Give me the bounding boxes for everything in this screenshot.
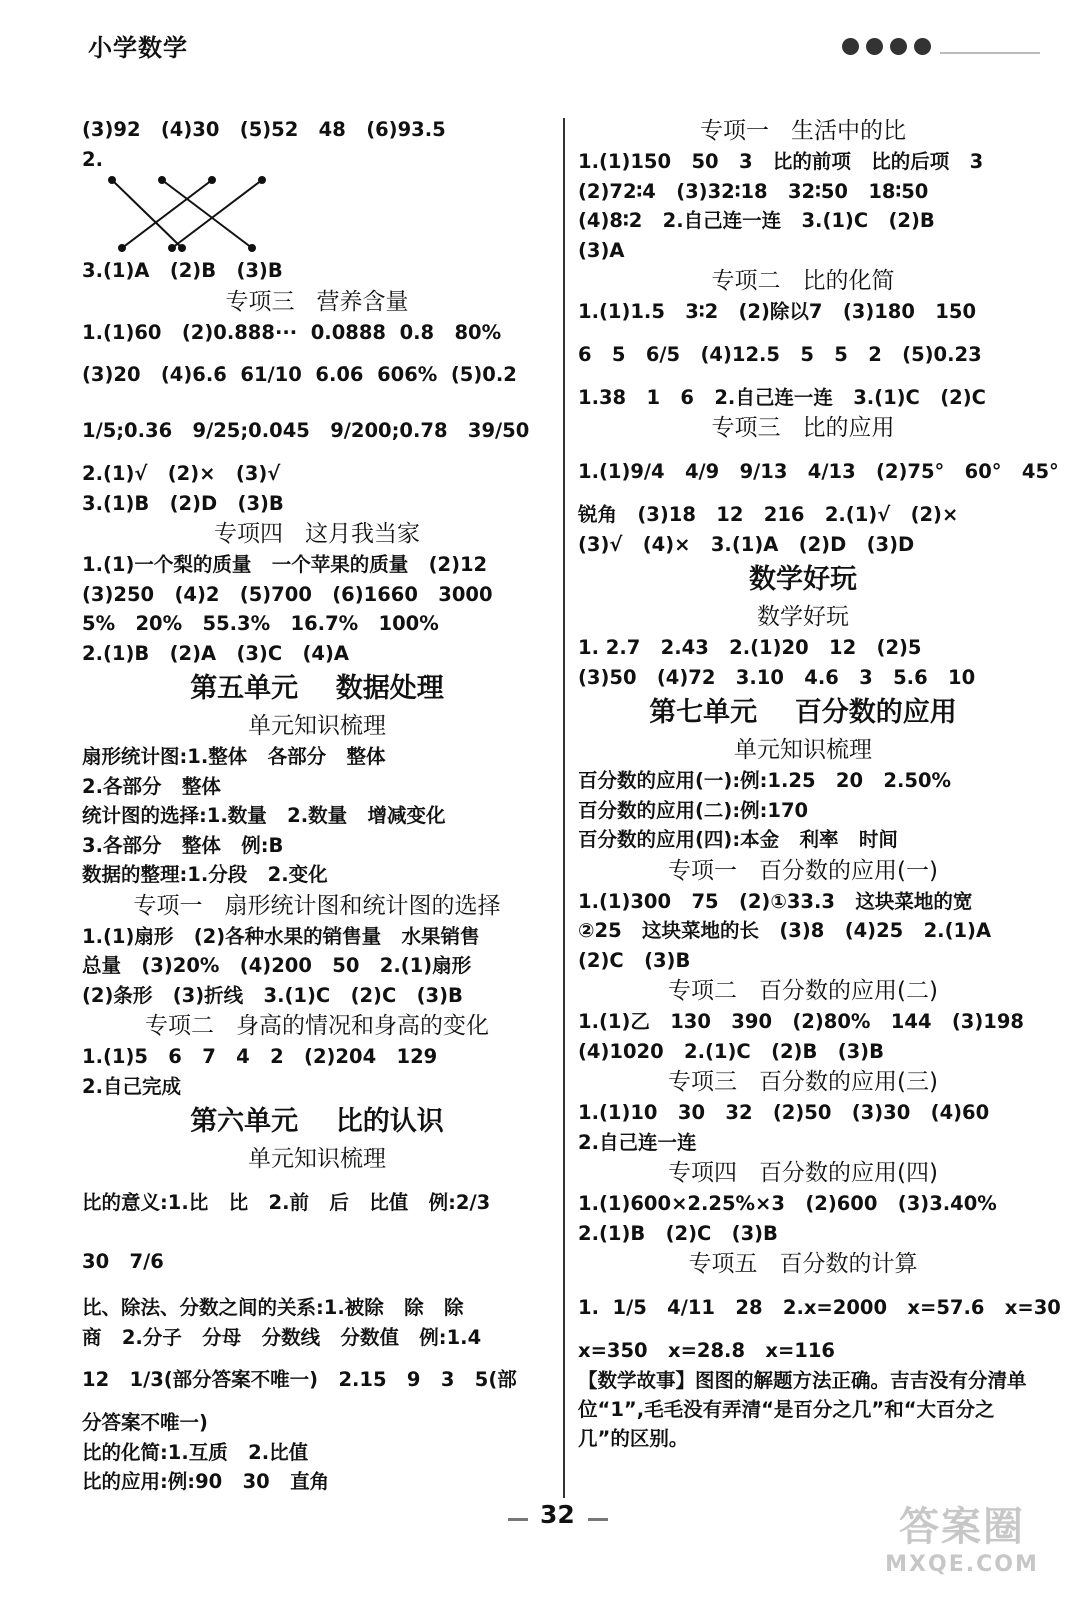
answer-line: (3)92 (4)30 (5)52 48 (6)93.5 — [82, 118, 446, 141]
answer-line: (3)20 (4)6.6̇ 61/10 6.0̇6 606% (5)0.2 — [82, 363, 517, 386]
answer-line: 6 5 6/5 (4)12.5 5 5 2 (5)0.23 — [578, 342, 982, 366]
answer-line: 1.(1)5 6 7 4 2 (2)204 129 — [82, 1045, 438, 1068]
answer-line: (4)1020 2.(1)C (2)B (3)B — [578, 1039, 884, 1063]
answer-line: 2. — [82, 147, 103, 171]
answer-line: 2.自己连一连 — [578, 1130, 697, 1154]
section-subtitle: 单元知识梳理 — [734, 737, 872, 763]
answer-line: 1.(1)9/4 4/9 9/13 4/13 (2)75° 60° 45° — [578, 460, 1059, 483]
answer-line: 统计图的选择:1.数量 2.数量 增减变化 — [82, 804, 446, 827]
answer-line: 1.(1)扇形 (2)各种水果的销售量 水果销售 — [82, 924, 480, 948]
section-subtitle: 数学好玩 — [757, 604, 849, 630]
header-title: 小学数学 — [88, 34, 188, 62]
page-number: 32 — [540, 1500, 575, 1529]
section-title: 专项三 百分数的应用(三) — [668, 1069, 938, 1095]
answer-line: 2.自己完成 — [82, 1074, 181, 1098]
answer-line: 1.(1)10 30 32 (2)50 (3)30 (4)60 — [578, 1101, 990, 1124]
answer-line: 扇形统计图:1.整体 各部分 整体 — [82, 745, 386, 768]
answer-line: ②25 这块菜地的长 (3)8 (4)25 2.(1)A — [578, 919, 992, 942]
section-subtitle: 单元知识梳理 — [248, 1146, 386, 1172]
answer-line: 30 7/6 — [82, 1250, 164, 1273]
section-title: 专项四 百分数的应用(四) — [668, 1160, 938, 1186]
watermark — [868, 1495, 1056, 1577]
section-title: 专项四 这月我当家 — [214, 521, 420, 547]
page-number-decoration — [588, 1518, 608, 1521]
answer-line: (3)250 (4)2 (5)700 (6)1660 3000 — [82, 582, 493, 606]
answer-line: 百分数的应用(四):本金 利率 时间 — [578, 828, 898, 851]
unit-title: 第七单元 百分数的应用 — [649, 697, 957, 728]
watermark-logo-text: 答案圈 — [899, 1504, 1025, 1550]
answer-line: 5% 20% 55.3% 16.7% 100% — [82, 612, 439, 635]
section-title: 专项二 百分数的应用(二) — [668, 978, 938, 1004]
answer-line: 数据的整理:1.分段 2.变化 — [82, 863, 328, 886]
answer-line: 比的应用:例:90 30 直角 — [82, 1470, 330, 1493]
section-subtitle: 单元知识梳理 — [248, 713, 386, 739]
answer-line: (2)C (3)B — [578, 948, 691, 972]
section-title: 专项二 比的化简 — [711, 268, 895, 294]
unit-title: 数学好玩 — [749, 564, 857, 595]
answer-line: 2.(1)B (2)C (3)B — [578, 1221, 778, 1245]
answer-line: 总量 (3)20% (4)200 50 2.(1)扇形 — [82, 954, 472, 977]
column-divider — [563, 118, 565, 1498]
answer-line: (3)A — [578, 238, 625, 262]
answer-line: 1.(1)600×2.25%×3 (2)600 (3)3.40% — [578, 1192, 997, 1215]
answer-line: 锐角 (3)18 12 216 2.(1)√ (2)× — [578, 503, 959, 526]
answer-line: 2.(1)√ (2)× (3)√ — [82, 462, 281, 485]
section-title: 专项一 生活中的比 — [700, 118, 906, 144]
answer-line: 1. 2.7 2.43 2.(1)20 12 (2)5 — [578, 636, 922, 659]
answer-line: 百分数的应用(一):例:1.25 20 2.50% — [578, 769, 952, 792]
answer-line: 12 1/3(部分答案不唯一) 2.15 9 3 5(部 — [82, 1368, 517, 1391]
header-decoration — [842, 38, 938, 59]
unit-title: 第五单元 数据处理 — [190, 673, 444, 704]
answer-line: 比、除法、分数之间的关系:1.被除 除 除 — [82, 1296, 464, 1319]
answer-line: 3.(1)B (2)D (3)B — [82, 491, 284, 515]
answer-line: 1. 1/5 4/11 28 2.x=2000 x=57.6 x=30 — [578, 1296, 1061, 1319]
answer-line: (2)条形 (3)折线 3.(1)C (2)C (3)B — [82, 983, 463, 1007]
answer-line: (4)8∶2 2.自己连一连 3.(1)C (2)B — [578, 209, 935, 232]
answer-line: (3)50 (4)72 3.10 4.6 3 5.6 10 — [578, 665, 976, 689]
answer-line: x=350 x=28.8 x=116 — [578, 1339, 836, 1362]
section-title: 专项二 身高的情况和身高的变化 — [145, 1013, 489, 1039]
section-title: 专项五 百分数的计算 — [688, 1251, 918, 1277]
answer-line: 分答案不唯一) — [82, 1411, 208, 1434]
header-rule — [940, 52, 1040, 54]
answer-line: 1/5;0.36 9/25;0.045 9/200;0.78 39/50 — [82, 419, 530, 442]
page-number-decoration — [508, 1518, 528, 1521]
answer-line: 比的意义:1.比 比 2.前 后 比值 例:2/3 — [82, 1191, 491, 1214]
answer-line: 1.(1)一个梨的质量 一个苹果的质量 (2)12 — [82, 553, 488, 576]
math-story: 【数学故事】图图的解题方法正确。吉吉没有分清单位“1”,毛毛没有弄清“是百分之几”和“大百分之几”的区别。 — [578, 1368, 1027, 1450]
section-title: 专项三 比的应用 — [711, 415, 895, 441]
answer-line: 比的化简:1.互质 2.比值 — [82, 1440, 309, 1464]
right-column — [578, 115, 1061, 1453]
matching-lines-diagram — [102, 176, 302, 252]
answer-line: 1.38 1 6 2.自己连一连 3.(1)C (2)C — [578, 385, 986, 409]
answer-line: 1.(1)60 (2)0.888··· 0.0888 0.8 80% — [82, 320, 502, 344]
section-title: 专项三 营养含量 — [225, 288, 409, 315]
answer-line: 3.(1)A (2)B (3)B — [82, 259, 283, 282]
left-column — [82, 115, 552, 1497]
answer-line: (3)√ (4)× 3.(1)A (2)D (3)D — [578, 532, 915, 556]
answer-line: 1.(1)乙 130 390 (2)80% 144 (3)198 — [578, 1010, 1024, 1033]
answer-line: 2.(1)B (2)A (3)C (4)A — [82, 641, 350, 665]
watermark-url: MXQE.COM — [885, 1552, 1039, 1577]
answer-line: 百分数的应用(二):例:170 — [578, 798, 809, 822]
answer-line: 1.(1)1.5 3∶2 (2)除以7 (3)180 150 — [578, 300, 977, 323]
answer-line: 1.(1)150 50 3 比的前项 比的后项 3 — [578, 150, 984, 173]
answer-line: 商 2.分子 分母 分数线 分数值 例:1.4 — [82, 1325, 482, 1349]
answer-line: 2.各部分 整体 — [82, 774, 221, 798]
section-title: 专项一 百分数的应用(一) — [668, 857, 938, 884]
section-title: 专项一 扇形统计图和统计图的选择 — [133, 892, 501, 919]
answer-line: 1.(1)300 75 (2)①33.3 这块菜地的宽 — [578, 889, 973, 913]
unit-title: 第六单元 比的认识 — [190, 1106, 444, 1137]
answer-line: 3.各部分 整体 例:B — [82, 833, 284, 857]
answer-line: (2)72∶4 (3)32∶18 32∶50 18∶50 — [578, 179, 929, 203]
